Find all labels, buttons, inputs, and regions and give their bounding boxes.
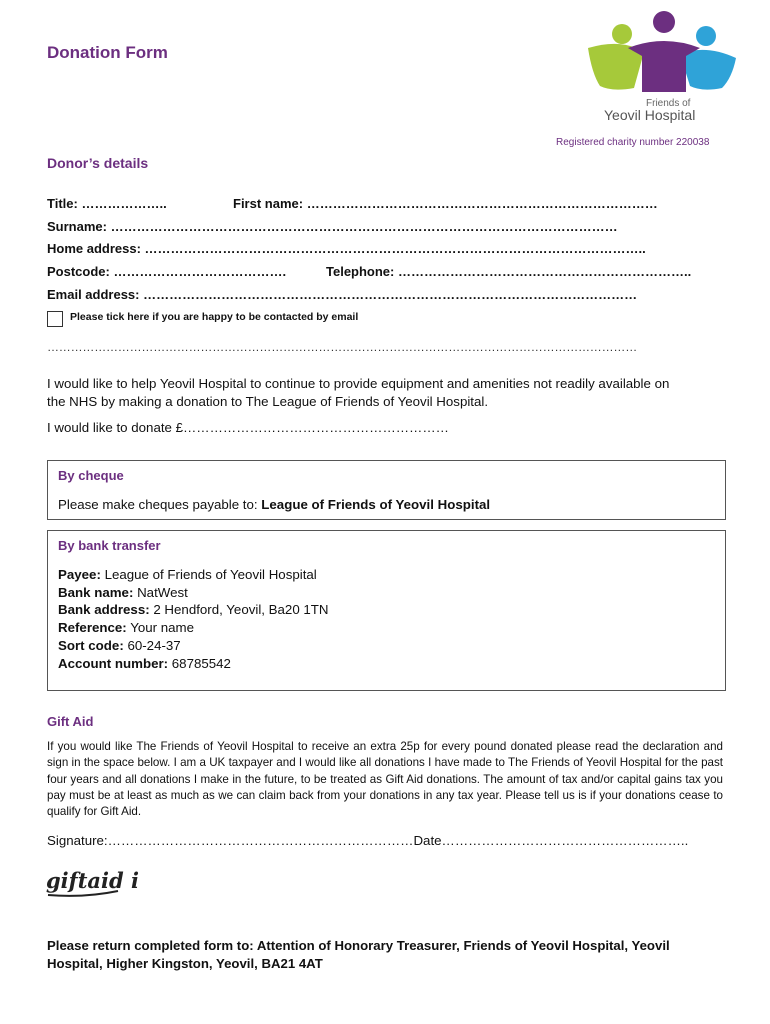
return-address: Please return completed form to: Attention of Honorary Treasurer, Friends of Yeovil Hospital, Yeovil Hospital, Higher Kingston, Yeovil, BA21 4AT: [47, 938, 670, 971]
surname-label: Surname:: [47, 219, 107, 234]
bank-address-value: 2 Hendford, Yeovil, Ba20 1TN: [149, 602, 329, 618]
first-name-field[interactable]: [233, 196, 658, 211]
separator-line: ……………………………………………………………………………………………………………………………………: [47, 340, 638, 354]
logo-line1: Friends of: [646, 98, 691, 109]
giftaid-logo-icon: [44, 862, 139, 902]
bank-row-bank-name: [58, 584, 329, 602]
payee-label: Payee:: [58, 567, 101, 582]
home-address-dots: ……………………………………………………………………………………………………..: [144, 241, 646, 256]
bank-details: [58, 566, 329, 672]
bank-row-bank-address: [58, 601, 329, 619]
telephone-field[interactable]: [326, 264, 691, 279]
payee-value: League of Friends of Yeovil Hospital: [100, 567, 317, 582]
cheque-instruction: [58, 496, 490, 514]
account-number-label: Account number:: [58, 655, 169, 671]
surname-dots: ………………………………………………………………………………………………………: [110, 219, 618, 234]
logo-line2: Yeovil Hospital: [604, 107, 696, 123]
bank-name-value: NatWest: [133, 584, 188, 600]
account-number-value: 68785542: [168, 655, 231, 671]
bank-transfer-box: [47, 530, 726, 691]
title-field[interactable]: [47, 196, 167, 211]
email-consent-checkbox[interactable]: [47, 311, 63, 327]
first-name-dots: ………………………………………………………………………: [306, 196, 658, 211]
gift-aid-declaration: If you would like The Friends of Yeovil Hospital to receive an extra 25p for every pound donated please read the declaration and sign in the space below. I am a UK taxpayer and I would like all donations I have made to The Friends of Yeovil Hospital for the past four years and all donations I make in the future, to be treated as Gift Aid donations. The amount of tax and/or capital gains tax you pay must be at least as much as we can claim back from your donations in any tax year. Please tell us is if your donations cease to qualify for Gift Aid.: [47, 740, 723, 819]
email-field[interactable]: [47, 287, 637, 302]
bank-name-label: Bank name:: [58, 584, 134, 600]
home-address-label: Home address:: [47, 241, 141, 256]
charity-number: Registered charity number 220038: [556, 137, 710, 148]
email-label: Email address:: [47, 287, 140, 302]
signature-date-field[interactable]: Signature:……………………………………………………………Date………………………………………………..: [47, 833, 689, 848]
title-label: Title:: [47, 196, 78, 211]
donate-amount-field[interactable]: I would like to donate £……………………………………………………: [47, 420, 449, 435]
postcode-dots: ………………………………….: [113, 264, 287, 279]
sort-code-value: 60-24-37: [123, 637, 181, 653]
bank-transfer-heading: By bank transfer: [58, 538, 161, 553]
bank-address-label: Bank address:: [58, 602, 150, 618]
logo-figures-icon: [582, 8, 742, 126]
reference-label: Reference:: [58, 620, 127, 636]
donor-details-heading: Donor’s details: [47, 155, 149, 171]
giftaid-logo-text: giftaid it: [46, 868, 139, 893]
page-title: Donation Form: [47, 43, 168, 62]
surname-field[interactable]: [47, 219, 618, 234]
sort-code-label: Sort code:: [58, 637, 124, 653]
cheque-text: Please make cheques payable to:: [58, 497, 262, 512]
first-name-label: First name:: [233, 196, 304, 211]
cheque-box: [47, 460, 726, 520]
telephone-dots: …………………………………………………………..: [398, 264, 692, 279]
bank-row-payee: [58, 566, 329, 584]
bank-row-reference: [58, 619, 329, 637]
giftaid-it-logo: [44, 862, 139, 902]
reference-value: Your name: [126, 620, 195, 636]
cheque-payee: League of Friends of Yeovil Hospital: [261, 497, 491, 512]
title-dots: ………………..: [81, 196, 167, 211]
email-consent-label: Please tick here if you are happy to be contacted by email: [70, 311, 359, 323]
home-address-field[interactable]: [47, 241, 646, 256]
telephone-label: Telephone:: [326, 264, 395, 279]
postcode-label: Postcode:: [47, 264, 110, 279]
friends-of-yeovil-hospital-logo: [582, 8, 742, 126]
intro-line-1: I would like to help Yeovil Hospital to continue to provide equipment and amenities not readily available on: [47, 376, 670, 391]
bank-row-account-number: [58, 655, 329, 673]
email-dots: ……………………………………………………………………………………………………: [143, 287, 638, 302]
postcode-field[interactable]: [47, 264, 286, 279]
cheque-heading: By cheque: [58, 468, 124, 483]
intro-line-2: the NHS by making a donation to The League of Friends of Yeovil Hospital.: [47, 394, 489, 409]
bank-row-sort-code: [58, 637, 329, 655]
gift-aid-heading: Gift Aid: [47, 714, 94, 729]
